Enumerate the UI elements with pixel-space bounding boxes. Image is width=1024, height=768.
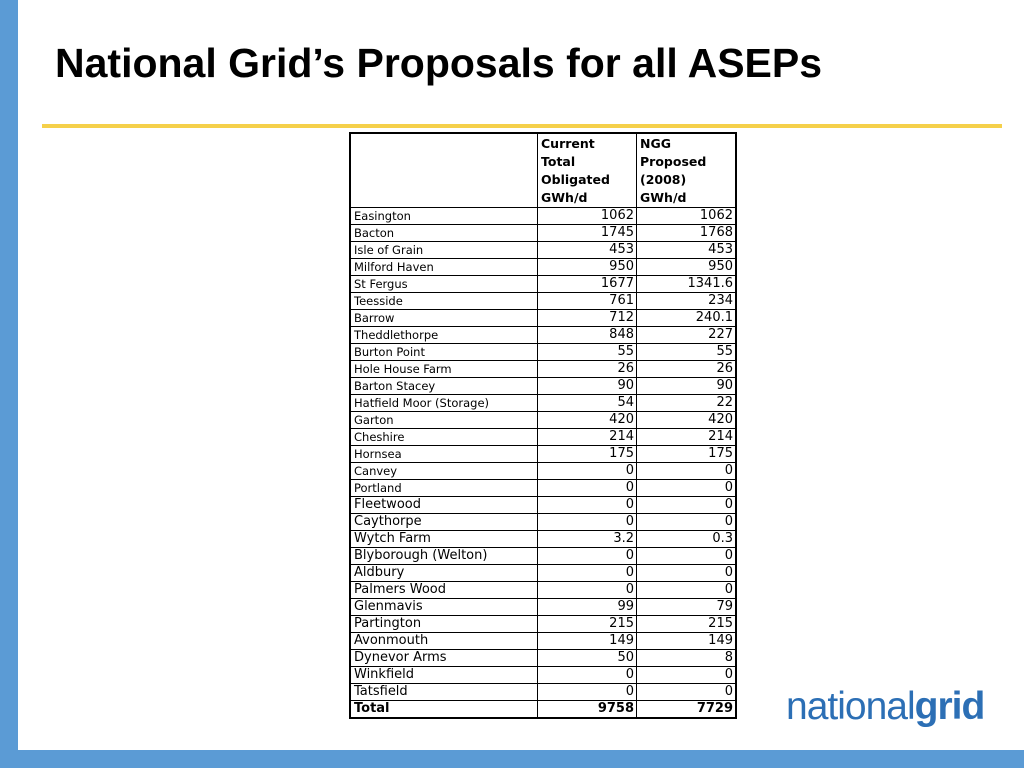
ngg-value-cell: 0 — [637, 582, 737, 599]
table-row — [350, 463, 736, 480]
current-value-cell: 26 — [538, 361, 637, 378]
ngg-value-cell: 0 — [637, 548, 737, 565]
title-divider — [42, 124, 1002, 128]
table-row — [350, 327, 736, 344]
table-row — [350, 361, 736, 378]
logo-text-grid: grid — [914, 685, 985, 728]
current-value-cell: 0 — [538, 667, 637, 684]
table-row — [350, 446, 736, 463]
table-row — [350, 582, 736, 599]
ngg-value-cell: 0 — [637, 565, 737, 582]
ngg-value-cell: 90 — [637, 378, 737, 395]
table-row — [350, 497, 736, 514]
total-ngg: 7729 — [637, 701, 737, 719]
site-cell: Palmers Wood — [350, 582, 538, 599]
site-cell: Hole House Farm — [350, 361, 538, 378]
header-current-line: Obligated — [541, 172, 610, 187]
site-cell: Dynevor Arms — [350, 650, 538, 667]
table-row — [350, 514, 736, 531]
current-value-cell: 0 — [538, 548, 637, 565]
site-cell: Partington — [350, 616, 538, 633]
site-cell: Barton Stacey — [350, 378, 538, 395]
current-value-cell: 848 — [538, 327, 637, 344]
table-row — [350, 616, 736, 633]
ngg-value-cell: 149 — [637, 633, 737, 650]
ngg-value-cell: 8 — [637, 650, 737, 667]
current-value-cell: 712 — [538, 310, 637, 327]
site-cell: Cheshire — [350, 429, 538, 446]
site-cell: Hatfield Moor (Storage) — [350, 395, 538, 412]
table-header-row — [350, 133, 736, 208]
ngg-value-cell: 55 — [637, 344, 737, 361]
header-ngg — [637, 133, 737, 208]
ngg-value-cell: 0 — [637, 463, 737, 480]
ngg-value-cell: 0 — [637, 667, 737, 684]
asep-table — [349, 132, 737, 719]
ngg-value-cell: 0 — [637, 514, 737, 531]
table-row — [350, 429, 736, 446]
current-value-cell: 1677 — [538, 276, 637, 293]
site-cell: Caythorpe — [350, 514, 538, 531]
table-row — [350, 599, 736, 616]
site-cell: Bacton — [350, 225, 538, 242]
ngg-value-cell: 234 — [637, 293, 737, 310]
table-row — [350, 548, 736, 565]
total-row — [350, 701, 736, 719]
ngg-value-cell: 214 — [637, 429, 737, 446]
ngg-value-cell: 26 — [637, 361, 737, 378]
site-cell: Winkfield — [350, 667, 538, 684]
ngg-value-cell: 1062 — [637, 208, 737, 225]
table-row — [350, 650, 736, 667]
site-cell: St Fergus — [350, 276, 538, 293]
site-cell: Isle of Grain — [350, 242, 538, 259]
ngg-value-cell: 0.3 — [637, 531, 737, 548]
site-cell: Avonmouth — [350, 633, 538, 650]
table-row — [350, 259, 736, 276]
ngg-value-cell: 215 — [637, 616, 737, 633]
current-value-cell: 90 — [538, 378, 637, 395]
site-cell: Canvey — [350, 463, 538, 480]
current-value-cell: 0 — [538, 514, 637, 531]
site-cell: Teesside — [350, 293, 538, 310]
header-ngg-line: NGG — [640, 136, 671, 151]
table-row — [350, 378, 736, 395]
national-grid-logo — [786, 685, 984, 729]
current-value-cell: 950 — [538, 259, 637, 276]
logo-text-national: national — [786, 685, 915, 728]
current-value-cell: 1745 — [538, 225, 637, 242]
table-row — [350, 667, 736, 684]
table-row — [350, 565, 736, 582]
table-row — [350, 208, 736, 225]
header-current-line: Total — [541, 154, 576, 169]
ngg-value-cell: 240.1 — [637, 310, 737, 327]
table-row — [350, 242, 736, 259]
table-row — [350, 412, 736, 429]
header-ngg-line: (2008) — [640, 172, 687, 187]
current-value-cell: 420 — [538, 412, 637, 429]
current-value-cell: 99 — [538, 599, 637, 616]
site-cell: Wytch Farm — [350, 531, 538, 548]
current-value-cell: 55 — [538, 344, 637, 361]
current-value-cell: 0 — [538, 684, 637, 701]
current-value-cell: 453 — [538, 242, 637, 259]
current-value-cell: 0 — [538, 565, 637, 582]
table-row — [350, 310, 736, 327]
ngg-value-cell: 420 — [637, 412, 737, 429]
table-row — [350, 480, 736, 497]
ngg-value-cell: 175 — [637, 446, 737, 463]
site-cell: Garton — [350, 412, 538, 429]
left-accent-bar — [0, 0, 18, 768]
table-row — [350, 684, 736, 701]
table-row — [350, 225, 736, 242]
current-value-cell: 0 — [538, 463, 637, 480]
ngg-value-cell: 1341.6 — [637, 276, 737, 293]
current-value-cell: 54 — [538, 395, 637, 412]
slide-title: National Grid’s Proposals for all ASEPs — [55, 40, 823, 86]
table-row — [350, 293, 736, 310]
header-current-line: Current — [541, 136, 595, 151]
ngg-value-cell: 0 — [637, 497, 737, 514]
ngg-value-cell: 227 — [637, 327, 737, 344]
site-cell: Glenmavis — [350, 599, 538, 616]
current-value-cell: 0 — [538, 480, 637, 497]
current-value-cell: 175 — [538, 446, 637, 463]
table-row — [350, 633, 736, 650]
ngg-value-cell: 79 — [637, 599, 737, 616]
site-cell: Hornsea — [350, 446, 538, 463]
header-ngg-line: GWh/d — [640, 190, 687, 205]
site-cell: Burton Point — [350, 344, 538, 361]
site-cell: Tatsfield — [350, 684, 538, 701]
table-row — [350, 344, 736, 361]
total-current: 9758 — [538, 701, 637, 719]
current-value-cell: 1062 — [538, 208, 637, 225]
header-ngg-line: Proposed — [640, 154, 707, 169]
current-value-cell: 761 — [538, 293, 637, 310]
ngg-value-cell: 22 — [637, 395, 737, 412]
site-cell: Portland — [350, 480, 538, 497]
current-value-cell: 149 — [538, 633, 637, 650]
current-value-cell: 214 — [538, 429, 637, 446]
current-value-cell: 50 — [538, 650, 637, 667]
ngg-value-cell: 0 — [637, 684, 737, 701]
current-value-cell: 3.2 — [538, 531, 637, 548]
table-body — [350, 208, 736, 701]
ngg-value-cell: 1768 — [637, 225, 737, 242]
ngg-value-cell: 0 — [637, 480, 737, 497]
site-cell: Barrow — [350, 310, 538, 327]
header-current-line: GWh/d — [541, 190, 588, 205]
current-value-cell: 215 — [538, 616, 637, 633]
current-value-cell: 0 — [538, 582, 637, 599]
ngg-value-cell: 950 — [637, 259, 737, 276]
site-cell: Milford Haven — [350, 259, 538, 276]
total-label: Total — [350, 701, 538, 719]
site-cell: Aldbury — [350, 565, 538, 582]
header-current — [538, 133, 637, 208]
site-cell: Blyborough (Welton) — [350, 548, 538, 565]
site-cell: Easington — [350, 208, 538, 225]
site-cell: Fleetwood — [350, 497, 538, 514]
table-row — [350, 395, 736, 412]
bottom-accent-bar — [0, 750, 1024, 768]
site-cell: Theddlethorpe — [350, 327, 538, 344]
header-site — [350, 133, 538, 208]
table-row — [350, 276, 736, 293]
current-value-cell: 0 — [538, 497, 637, 514]
ngg-value-cell: 453 — [637, 242, 737, 259]
table-row — [350, 531, 736, 548]
